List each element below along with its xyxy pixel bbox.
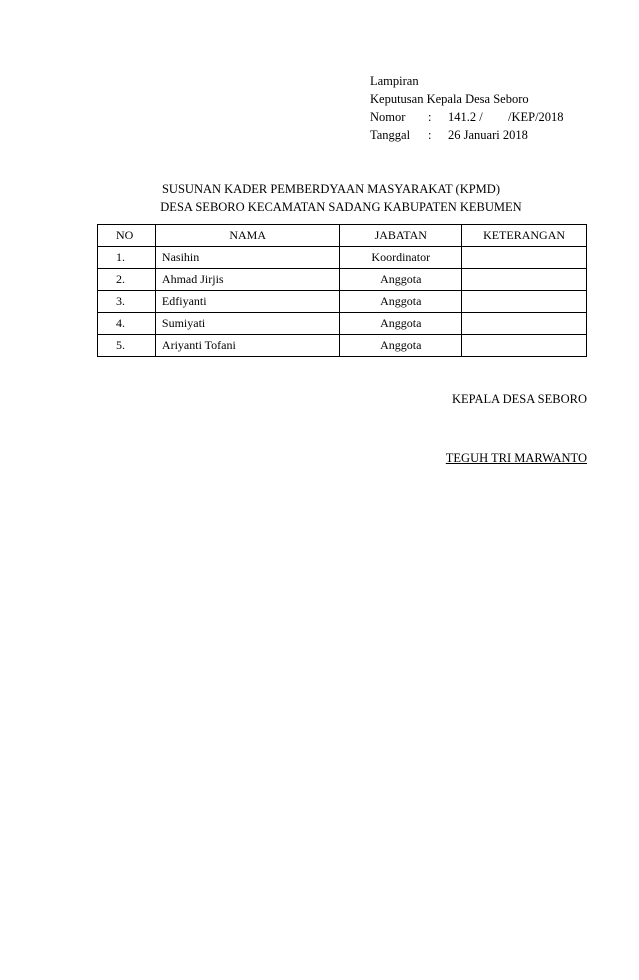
table-row — [98, 291, 587, 313]
header-nama: NAMA — [155, 225, 339, 247]
lampiran-heading: Lampiran — [370, 74, 419, 88]
cell-no: 2. — [98, 269, 156, 291]
table-row — [98, 335, 587, 357]
tanggal-value: 26 Januari 2018 — [448, 128, 528, 142]
nomor-value-a: 141.2 / — [448, 110, 483, 124]
cell-keterangan — [462, 247, 587, 269]
nomor-line — [370, 108, 564, 126]
cell-no: 3. — [98, 291, 156, 313]
table-row — [98, 269, 587, 291]
tanggal-line — [370, 126, 564, 144]
cell-keterangan — [462, 335, 587, 357]
table-row — [98, 247, 587, 269]
cell-jabatan: Anggota — [340, 313, 462, 335]
cell-no: 4. — [98, 313, 156, 335]
cell-no: 5. — [98, 335, 156, 357]
title-line-2: DESA SEBORO KECAMATAN SADANG KABUPATEN KEBUMEN — [160, 200, 522, 214]
header-jabatan: JABATAN — [340, 225, 462, 247]
header-keterangan: KETERANGAN — [462, 225, 587, 247]
cell-nama: Ariyanti Tofani — [155, 335, 339, 357]
signature-title: KEPALA DESA SEBORO — [452, 392, 587, 406]
cell-keterangan — [462, 313, 587, 335]
table-row — [98, 313, 587, 335]
nomor-colon: : — [428, 110, 432, 124]
cell-no: 1. — [98, 247, 156, 269]
table-header-row — [98, 225, 587, 247]
title-line-1: SUSUNAN KADER PEMBERDYAAN MASYARAKAT (KPMD) — [161, 182, 500, 196]
cell-jabatan: Anggota — [340, 291, 462, 313]
cell-keterangan — [462, 269, 587, 291]
nomor-value-b: /KEP/2018 — [508, 110, 564, 124]
cell-jabatan: Anggota — [340, 269, 462, 291]
header-no: NO — [98, 225, 156, 247]
cell-jabatan: Koordinator — [340, 247, 462, 269]
cell-nama: Edfiyanti — [155, 291, 339, 313]
cell-jabatan: Anggota — [340, 335, 462, 357]
signature-name: TEGUH TRI MARWANTO — [445, 451, 587, 465]
cell-keterangan — [462, 291, 587, 313]
keputusan-line: Keputusan Kepala Desa Seboro — [370, 92, 529, 106]
cell-nama: Sumiyati — [155, 313, 339, 335]
document-title — [96, 180, 586, 216]
tanggal-colon: : — [428, 128, 432, 142]
cell-nama: Ahmad Jirjis — [155, 269, 339, 291]
cell-nama: Nasihin — [155, 247, 339, 269]
lampiran-block — [370, 72, 564, 144]
nomor-label: Nomor — [370, 110, 406, 124]
tanggal-label: Tanggal — [370, 128, 411, 142]
members-table — [97, 224, 587, 357]
